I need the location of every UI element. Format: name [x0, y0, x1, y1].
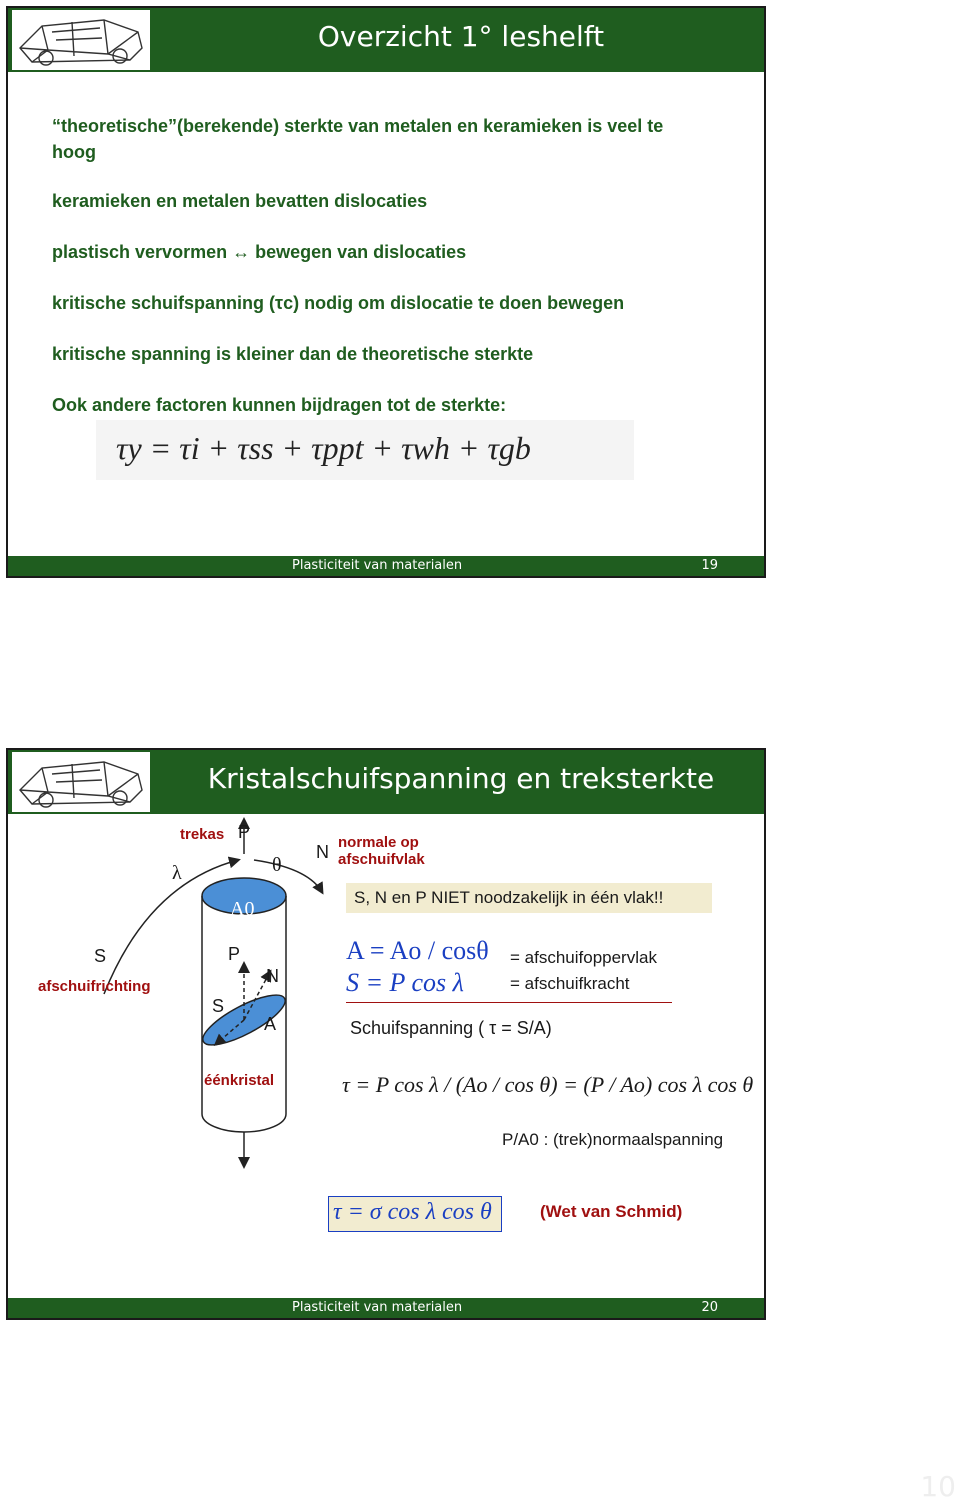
eq-area: A = Ao / cosθ [346, 936, 489, 965]
bullet-critical-stress: kritische spanning is kleiner dan de theoretische sterkte [52, 344, 534, 364]
slide-header [8, 750, 764, 814]
label-normale: normale op afschuifvlak [338, 834, 425, 868]
car-frame-logo [12, 752, 150, 812]
slide-title: Kristalschuifspanning en treksterkte [207, 762, 715, 795]
label-theta: θ [272, 854, 282, 876]
normal-stress-def: P/A0 : (trek)normaalspanning [502, 1130, 724, 1149]
schmid-equation-box [328, 1196, 502, 1232]
label-S-mid: S [212, 996, 225, 1016]
strength-formula: τy = τi + τss + τppt + τwh + τgb [96, 420, 634, 480]
label-lambda: λ [172, 862, 182, 884]
schmid-law-label: (Wet van Schmid) [540, 1202, 683, 1221]
bullet-theoretical-strength: “theoretische”(berekende) sterkte van metalen en keramieken is veel te hoog [52, 116, 664, 162]
tau-equation: τ = P cos λ / (Ao / cos θ) = (P / Ao) cos λ cos θ [342, 1072, 754, 1097]
footer-text: Plasticiteit van materialen [292, 1300, 463, 1315]
label-N-top: N [316, 842, 329, 862]
slide-header [8, 8, 764, 72]
label-S-left: S [94, 946, 107, 966]
label-afschuifrichting: afschuifrichting [38, 978, 151, 995]
divider [346, 1002, 672, 1003]
label-N-mid: N [266, 966, 279, 986]
slide-20 [6, 748, 766, 1320]
schmid-equation: τ = σ cos λ cos θ [333, 1199, 492, 1225]
slide-footer [8, 556, 764, 576]
note-not-in-plane: S, N en P NIET noodzakelijk in één vlak!! [354, 888, 664, 907]
slide-19 [6, 6, 766, 578]
bullet-plastic-deformation: plastisch vervormen ↔ bewegen van dislocaties [52, 242, 467, 262]
bullet-dislocations: keramieken en metalen bevatten dislocaties [52, 191, 428, 211]
eq-area-desc: = afschuifoppervlak [510, 948, 657, 967]
eq-force: S = P cos λ [346, 968, 464, 997]
bullet-other-factors: Ook andere factoren kunnen bijdragen tot de sterkte: [52, 395, 507, 415]
footer-text: Plasticiteit van materialen [292, 558, 463, 573]
page-number: 20 [701, 1300, 718, 1315]
label-P-mid: P [228, 944, 241, 964]
note-box [346, 883, 712, 913]
eq-force-desc: = afschuifkracht [510, 974, 630, 993]
car-frame-logo [12, 10, 150, 70]
bullet-critical-shear: kritische schuifspanning (τc) nodig om dislocatie te doen bewegen [52, 293, 625, 313]
document-page-number: 10 [920, 1470, 956, 1503]
label-A0: A0 [230, 898, 255, 920]
page-number: 19 [701, 558, 718, 573]
label-A-mid: A [264, 1014, 277, 1034]
shear-stress-def: Schuifspanning ( τ = S/A) [350, 1018, 552, 1038]
label-eenkristal: éénkristal [204, 1072, 275, 1089]
slide-title: Overzicht 1° leshelft [317, 20, 605, 53]
slide-footer [8, 1298, 764, 1318]
label-trekas: trekas [180, 826, 225, 843]
label-P-top: P [238, 822, 251, 842]
